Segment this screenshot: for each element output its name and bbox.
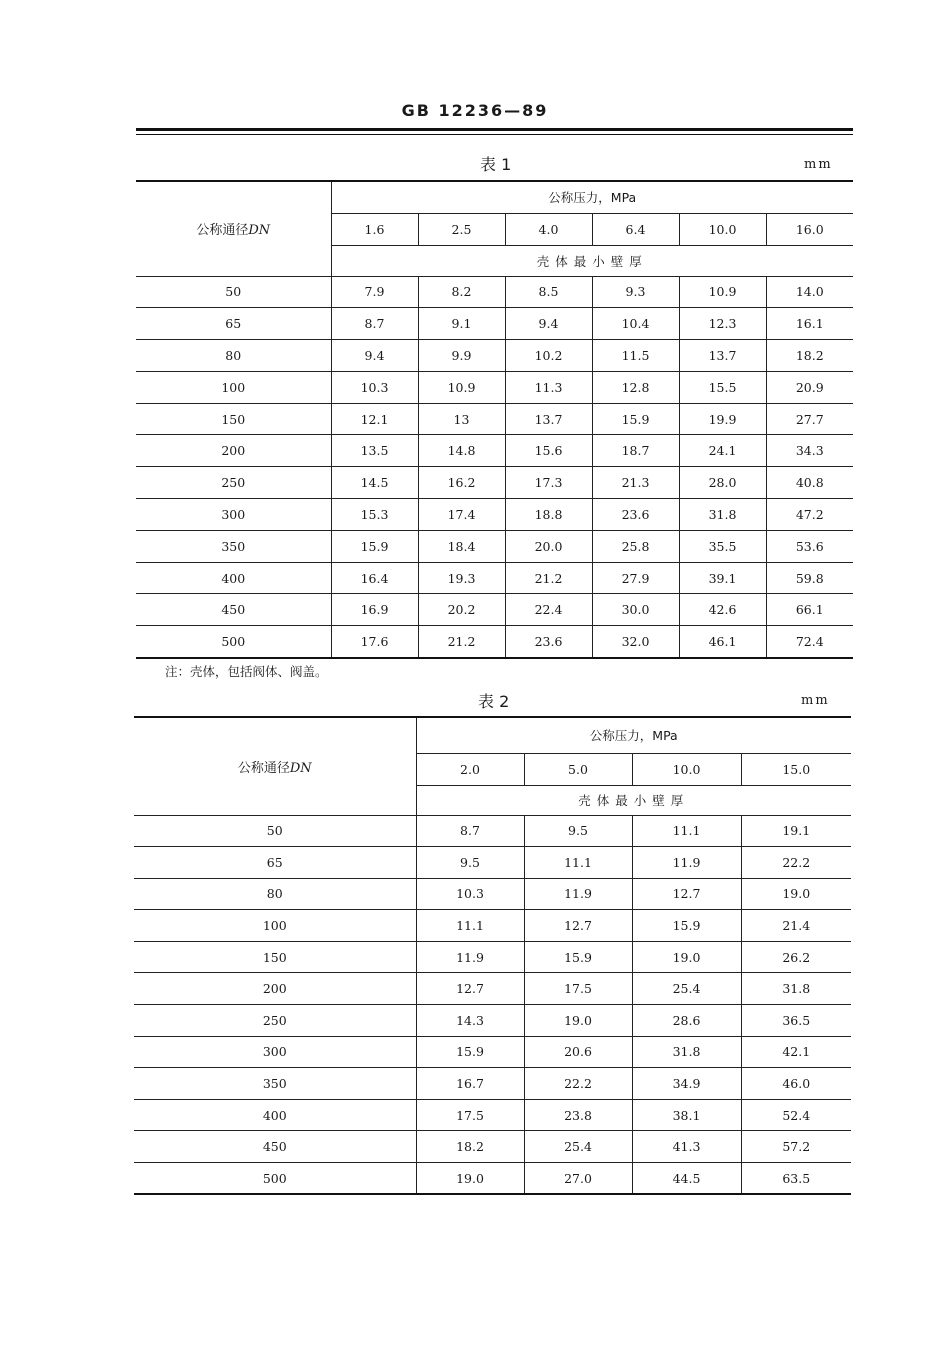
thickness-cell: 39.1 [679,562,766,594]
thickness-cell: 15.6 [505,435,592,467]
thickness-cell: 18.2 [766,340,853,372]
thickness-cell: 12.7 [416,973,524,1005]
thickness-cell: 9.4 [505,308,592,340]
dn-cell: 450 [134,1131,416,1163]
thickness-cell: 17.5 [524,973,632,1005]
table-row [136,530,853,562]
dn-cell: 150 [136,403,331,435]
thickness-cell: 47.2 [766,499,853,531]
dn-cell: 80 [134,878,416,910]
dn-cell: 200 [136,435,331,467]
thickness-cell: 18.7 [592,435,679,467]
thickness-cell: 15.3 [331,499,418,531]
thickness-cell: 11.1 [416,910,524,942]
thickness-cell: 21.4 [741,910,851,942]
thickness-cell: 8.7 [416,815,524,847]
table2-pressure-2: 10.0 [632,753,741,785]
thickness-cell: 42.1 [741,1036,851,1068]
thickness-cell: 16.4 [331,562,418,594]
table-row [136,308,853,340]
thickness-cell: 21.2 [505,562,592,594]
table1-pressure-1: 2.5 [418,213,505,245]
thickness-cell: 14.0 [766,276,853,308]
thickness-cell: 23.6 [505,626,592,658]
dn-cell: 80 [136,340,331,372]
thickness-cell: 20.6 [524,1036,632,1068]
table1-note: 注：壳体，包括阀体、阀盖。 [165,664,328,679]
dn-cell: 100 [136,371,331,403]
thickness-cell: 16.1 [766,308,853,340]
table-row [136,467,853,499]
table2-pressure-0: 2.0 [416,753,524,785]
dn-cell: 200 [134,973,416,1005]
thickness-cell: 57.2 [741,1131,851,1163]
thickness-cell: 19.0 [632,941,741,973]
table2-caption: 壳体最小壁厚 [416,785,851,815]
thickness-cell: 53.6 [766,530,853,562]
thickness-cell: 17.6 [331,626,418,658]
thickness-cell: 31.8 [741,973,851,1005]
dn-cell: 500 [136,626,331,658]
table-row [134,1005,851,1037]
thickness-cell: 20.2 [418,594,505,626]
thickness-cell: 8.2 [418,276,505,308]
table2-title: 表 2 [478,692,510,711]
thickness-cell: 12.7 [632,878,741,910]
dn-cell: 300 [134,1036,416,1068]
table-row [134,1131,851,1163]
standard-number: GB 12236—89 [401,101,549,120]
thickness-cell: 15.9 [632,910,741,942]
header-rule [136,128,853,131]
thickness-cell: 34.9 [632,1068,741,1100]
thickness-cell: 19.3 [418,562,505,594]
thickness-cell: 22.4 [505,594,592,626]
thickness-cell: 10.3 [331,371,418,403]
thickness-cell: 14.5 [331,467,418,499]
thickness-cell: 19.0 [741,878,851,910]
table-row [134,1036,851,1068]
thickness-cell: 9.9 [418,340,505,372]
thickness-cell: 52.4 [741,1099,851,1131]
table1-dn-header: 公称通径DN [136,181,331,276]
thickness-cell: 11.9 [524,878,632,910]
thickness-cell: 16.7 [416,1068,524,1100]
thickness-cell: 22.2 [524,1068,632,1100]
table-row [134,941,851,973]
dn-cell: 400 [134,1099,416,1131]
thickness-cell: 31.8 [679,499,766,531]
thickness-cell: 30.0 [592,594,679,626]
table1-title: 表 1 [480,155,512,174]
thickness-cell: 11.9 [416,941,524,973]
thickness-cell: 32.0 [592,626,679,658]
thickness-cell: 17.4 [418,499,505,531]
thickness-cell: 19.9 [679,403,766,435]
thickness-cell: 10.9 [418,371,505,403]
dn-cell: 350 [136,530,331,562]
thickness-cell: 41.3 [632,1131,741,1163]
thickness-cell: 27.0 [524,1163,632,1195]
thickness-cell: 24.1 [679,435,766,467]
thickness-cell: 10.3 [416,878,524,910]
thickness-cell: 21.3 [592,467,679,499]
thickness-cell: 25.4 [632,973,741,1005]
thickness-cell: 8.5 [505,276,592,308]
thickness-cell: 36.5 [741,1005,851,1037]
thickness-cell: 11.5 [592,340,679,372]
thickness-cell: 23.8 [524,1099,632,1131]
thickness-cell: 19.1 [741,815,851,847]
dn-cell: 350 [134,1068,416,1100]
thickness-cell: 25.4 [524,1131,632,1163]
thickness-cell: 12.8 [592,371,679,403]
table1-dn-symbol: DN [248,223,271,239]
table2-dn-header: 公称通径DN [134,717,416,815]
thickness-cell: 11.9 [632,847,741,879]
thickness-cell: 13.7 [679,340,766,372]
table2-dn-symbol: DN [289,760,312,776]
thickness-cell: 9.5 [416,847,524,879]
thickness-cell: 28.6 [632,1005,741,1037]
table-row [136,340,853,372]
table-row [136,435,853,467]
table2-unit: mm [801,693,830,708]
thickness-cell: 23.6 [592,499,679,531]
thickness-cell: 16.9 [331,594,418,626]
table-row [136,562,853,594]
table-row [136,403,853,435]
table-row [134,1068,851,1100]
thickness-cell: 34.3 [766,435,853,467]
thickness-cell: 27.9 [592,562,679,594]
thickness-cell: 27.7 [766,403,853,435]
thickness-cell: 9.4 [331,340,418,372]
thickness-cell: 14.3 [416,1005,524,1037]
table2-pressure-1: 5.0 [524,753,632,785]
thickness-cell: 21.2 [418,626,505,658]
table-row [136,371,853,403]
table2 [134,716,851,1195]
thickness-cell: 38.1 [632,1099,741,1131]
thickness-cell: 10.9 [679,276,766,308]
table-row [134,973,851,1005]
table-row [134,910,851,942]
table2-pressure-3: 15.0 [741,753,851,785]
thickness-cell: 10.2 [505,340,592,372]
dn-cell: 100 [134,910,416,942]
table1 [136,180,853,659]
thickness-cell: 20.9 [766,371,853,403]
dn-cell: 250 [134,1005,416,1037]
thickness-cell: 15.9 [416,1036,524,1068]
thickness-cell: 17.3 [505,467,592,499]
thickness-cell: 15.9 [524,941,632,973]
thickness-cell: 11.1 [632,815,741,847]
table1-unit: mm [804,157,833,172]
thickness-cell: 16.2 [418,467,505,499]
thickness-cell: 14.8 [418,435,505,467]
thickness-cell: 35.5 [679,530,766,562]
dn-cell: 250 [136,467,331,499]
thickness-cell: 40.8 [766,467,853,499]
table-row [134,878,851,910]
thickness-cell: 13.7 [505,403,592,435]
table-row [136,594,853,626]
dn-cell: 50 [136,276,331,308]
table-row [136,276,853,308]
thickness-cell: 15.5 [679,371,766,403]
table-row [136,626,853,658]
thickness-cell: 9.3 [592,276,679,308]
thickness-cell: 18.4 [418,530,505,562]
thickness-cell: 13.5 [331,435,418,467]
table1-pressure-4: 10.0 [679,213,766,245]
table-row [134,1099,851,1131]
header-rule-thin [136,134,853,135]
thickness-cell: 9.1 [418,308,505,340]
dn-cell: 500 [134,1163,416,1195]
table1-pressure-2: 4.0 [505,213,592,245]
thickness-cell: 8.7 [331,308,418,340]
thickness-cell: 25.8 [592,530,679,562]
thickness-cell: 17.5 [416,1099,524,1131]
dn-cell: 50 [134,815,416,847]
table2-pressure-header: 公称压力，MPa [416,717,851,753]
thickness-cell: 15.9 [331,530,418,562]
thickness-cell: 44.5 [632,1163,741,1195]
thickness-cell: 20.0 [505,530,592,562]
thickness-cell: 46.1 [679,626,766,658]
dn-cell: 400 [136,562,331,594]
thickness-cell: 66.1 [766,594,853,626]
dn-cell: 300 [136,499,331,531]
table1-pressure-5: 16.0 [766,213,853,245]
thickness-cell: 19.0 [524,1005,632,1037]
dn-cell: 65 [134,847,416,879]
table-row [134,815,851,847]
thickness-cell: 13 [418,403,505,435]
table1-pressure-header: 公称压力，MPa [331,181,853,213]
thickness-cell: 26.2 [741,941,851,973]
thickness-cell: 46.0 [741,1068,851,1100]
thickness-cell: 9.5 [524,815,632,847]
thickness-cell: 18.2 [416,1131,524,1163]
thickness-cell: 11.1 [524,847,632,879]
thickness-cell: 72.4 [766,626,853,658]
thickness-cell: 18.8 [505,499,592,531]
thickness-cell: 12.3 [679,308,766,340]
dn-cell: 450 [136,594,331,626]
table-row [134,847,851,879]
table1-caption: 壳体最小壁厚 [331,245,853,276]
thickness-cell: 31.8 [632,1036,741,1068]
thickness-cell: 10.4 [592,308,679,340]
thickness-cell: 15.9 [592,403,679,435]
thickness-cell: 19.0 [416,1163,524,1195]
table1-pressure-3: 6.4 [592,213,679,245]
thickness-cell: 12.7 [524,910,632,942]
dn-cell: 150 [134,941,416,973]
table-row [134,1163,851,1195]
thickness-cell: 22.2 [741,847,851,879]
thickness-cell: 63.5 [741,1163,851,1195]
thickness-cell: 12.1 [331,403,418,435]
thickness-cell: 42.6 [679,594,766,626]
thickness-cell: 28.0 [679,467,766,499]
thickness-cell: 7.9 [331,276,418,308]
table1-pressure-0: 1.6 [331,213,418,245]
dn-cell: 65 [136,308,331,340]
thickness-cell: 11.3 [505,371,592,403]
table-row [136,499,853,531]
thickness-cell: 59.8 [766,562,853,594]
